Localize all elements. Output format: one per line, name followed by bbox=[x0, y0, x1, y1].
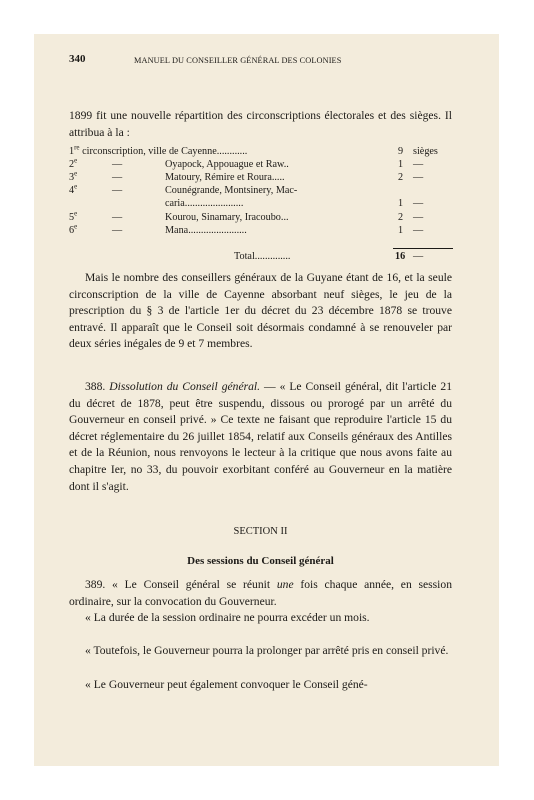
row-number: 3e bbox=[69, 169, 78, 183]
row-count: 9 bbox=[398, 146, 404, 157]
total-unit: — bbox=[413, 251, 424, 262]
paragraph: « La durée de la session ordinaire ne pourra excéder un mois. bbox=[85, 611, 370, 624]
row-dash: — bbox=[112, 159, 123, 170]
row-count: 1 bbox=[398, 159, 404, 170]
table-row bbox=[69, 222, 452, 237]
article-body: — « Le Conseil général, dit l'article 21 du décret de 1878, peut être suspendu, dissous ou prorogé par un arrêté du Gouverneur en conseil privé. » Ce texte ne faisant que reproduire l'article 15 du décret réglementaire du 26 juillet 1854, relatif aux Conseils généraux des Antilles et de la Réunion, nous renvoyons le lecteur à la critique que nous avons faite au chapitre Ier, no 33, du pouvoir exorbitant conféré au Gouverneur en la matière dont il s'agit. bbox=[69, 380, 452, 493]
row-count: 1 bbox=[398, 198, 404, 209]
table-row bbox=[69, 156, 452, 171]
intro-paragraph: 1899 fit une nouvelle répartition des circonscriptions électorales et des sièges. Il attribua à la : bbox=[69, 109, 452, 139]
paragraph: « Le Gouverneur peut également convoquer le Conseil géné- bbox=[85, 678, 368, 691]
row-dash: — bbox=[112, 172, 123, 183]
article-number: 388. bbox=[85, 380, 106, 393]
article-388 bbox=[69, 379, 452, 495]
paragraph: Mais le nombre des conseillers généraux de la Guyane étant de 16, et la seule circonscription de la ville de Cayenne absorbant neuf sièges, le jeu de la prescription du § 3 de l'article 1er du décret du 23 décembre 1878 se trouve entravé. Il apparaît que le Conseil soit désormais condamné à se renouveler par deux séries inégales de 9 et 7 membres. bbox=[69, 271, 452, 351]
row-dash: — bbox=[112, 212, 123, 223]
row-number: 1re bbox=[69, 146, 80, 157]
row-label: Matoury, Rémire et Roura..... bbox=[165, 172, 285, 183]
row-label: caria....................... bbox=[165, 198, 244, 209]
total-label: Total.............. bbox=[234, 251, 291, 262]
row-label: Oyapock, Appouague et Raw.. bbox=[165, 159, 289, 170]
row-label: circonscription, ville de Cayenne............ bbox=[82, 146, 248, 157]
row-number: 5e bbox=[69, 209, 78, 223]
row-label: Counégrande, Montsinery, Mac- bbox=[165, 185, 298, 196]
row-count: 2 bbox=[398, 212, 404, 223]
table-row bbox=[69, 169, 452, 184]
row-unit: — bbox=[413, 159, 424, 170]
subsection-heading: Des sessions du Conseil général bbox=[187, 555, 334, 567]
row-number: 2e bbox=[69, 156, 78, 170]
row-dash: — bbox=[112, 225, 123, 236]
row-count: 1 bbox=[398, 225, 404, 236]
page-number: 340 bbox=[69, 53, 86, 65]
table-row bbox=[69, 182, 452, 197]
section-heading: SECTION II bbox=[233, 526, 288, 537]
row-unit: — bbox=[413, 225, 424, 236]
running-title: MANUEL DU CONSEILLER GÉNÉRAL DES COLONIES bbox=[134, 56, 342, 65]
total-rule bbox=[393, 248, 453, 249]
row-unit: sièges bbox=[413, 146, 438, 157]
article-389: 389. « Le Conseil général se réunit une fois chaque année, en session ordinaire, sur la convocation du Gouverneur. bbox=[69, 578, 452, 608]
table-row bbox=[69, 198, 452, 210]
table-row bbox=[69, 209, 452, 224]
total-count: 16 bbox=[395, 251, 406, 262]
table-total-row bbox=[69, 251, 452, 263]
row-number: 6e bbox=[69, 222, 78, 236]
row-unit: — bbox=[413, 198, 424, 209]
row-dash: — bbox=[112, 185, 123, 196]
table-row bbox=[69, 146, 452, 158]
row-unit: — bbox=[413, 172, 424, 183]
row-label: Kourou, Sinamary, Iracoubo... bbox=[165, 212, 289, 223]
row-unit: — bbox=[413, 212, 424, 223]
row-label: Mana....................... bbox=[165, 225, 247, 236]
article-title: Dissolution du Conseil général. bbox=[109, 380, 261, 393]
row-number: 4e bbox=[69, 182, 78, 196]
row-count: 2 bbox=[398, 172, 404, 183]
paragraph: « Toutefois, le Gouverneur pourra la prolonger par arrêté pris en conseil privé. bbox=[85, 644, 449, 657]
